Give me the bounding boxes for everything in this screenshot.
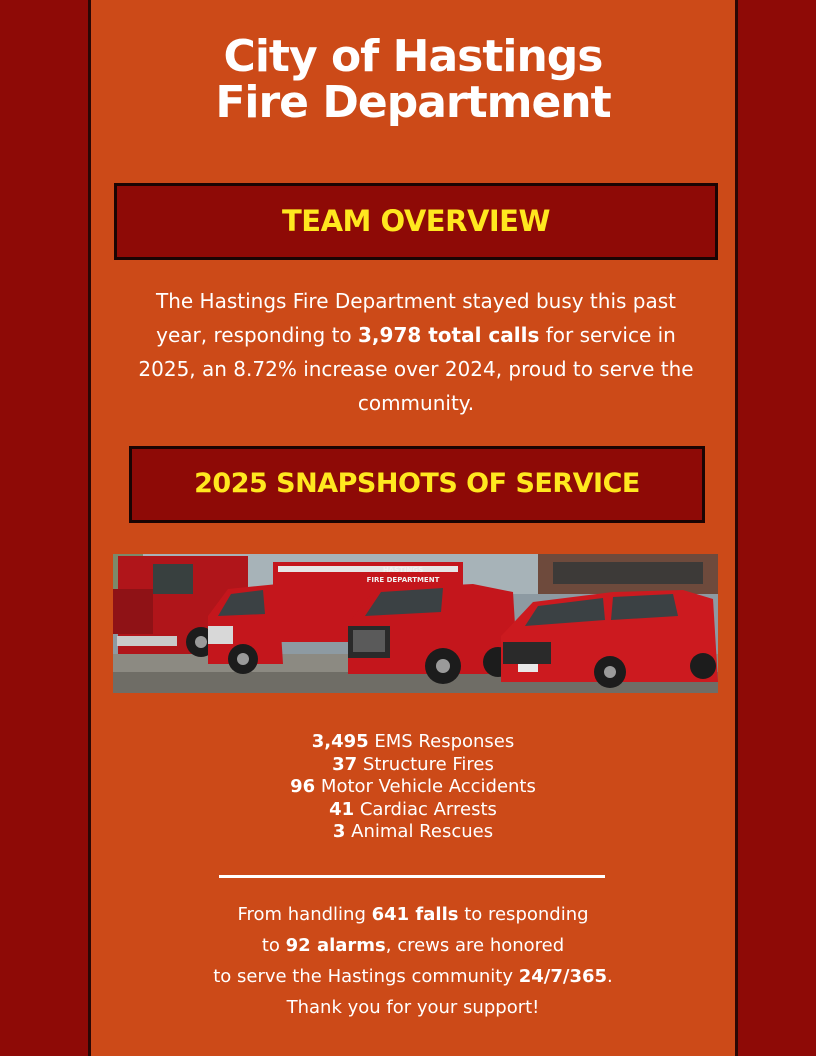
stat-ems xyxy=(91,731,735,754)
closing-line-1 xyxy=(91,899,735,930)
stat-value: 37 xyxy=(332,753,358,775)
intro-text-before: The Hastings Fire Department stayed busy this past year, responding to xyxy=(155,289,676,347)
closing-highlight: 24/7/365 xyxy=(518,966,608,987)
closing-line-2 xyxy=(91,930,735,961)
stat-label: Motor Vehicle Accidents xyxy=(315,776,536,798)
stat-value: 41 xyxy=(329,798,355,820)
closing-message xyxy=(91,899,735,1023)
service-stats-list xyxy=(91,731,735,844)
stat-label: Cardiac Arrests xyxy=(354,798,497,820)
team-overview-text xyxy=(131,284,701,420)
stat-vehicle-accidents xyxy=(91,776,735,799)
stat-label: Animal Rescues xyxy=(345,821,494,843)
closing-text: to serve the Hastings community xyxy=(213,966,519,987)
closing-text: , crews are honored xyxy=(385,935,565,956)
divider-line xyxy=(219,875,605,878)
stat-value: 96 xyxy=(290,776,316,798)
content-panel xyxy=(88,0,738,1056)
stat-value: 3,495 xyxy=(311,731,369,752)
closing-line-4: Thank you for your support! xyxy=(286,997,540,1018)
stat-label: EMS Responses xyxy=(368,731,515,752)
closing-line-3 xyxy=(91,961,735,992)
fire-trucks-photo xyxy=(113,554,718,693)
stat-value: 3 xyxy=(332,821,346,843)
intro-highlight: 3,978 total calls xyxy=(358,323,540,347)
closing-highlight: 641 falls xyxy=(371,904,459,925)
stat-label: Structure Fires xyxy=(357,753,494,775)
snapshots-heading: 2025 SNAPSHOTS OF SERVICE xyxy=(129,446,705,523)
photo-text-fire-department: FIRE DEPARTMENT xyxy=(366,576,440,584)
photo-text-hastings: HASTINGS xyxy=(382,566,424,574)
closing-text: From handling xyxy=(237,904,372,925)
title-line-1: City of Hastings xyxy=(223,31,603,82)
stat-structure-fires xyxy=(91,754,735,777)
closing-text: . xyxy=(607,966,613,987)
closing-highlight: 92 alarms xyxy=(285,935,386,956)
team-overview-heading: TEAM OVERVIEW xyxy=(114,183,718,260)
intro-text-after: for service in 2025, an 8.72% increase over 2024, proud to serve the community. xyxy=(138,323,694,415)
closing-text: to responding xyxy=(458,904,589,925)
closing-text: to xyxy=(261,935,286,956)
title-line-2: Fire Department xyxy=(215,77,611,128)
page-title xyxy=(91,31,735,128)
stat-cardiac-arrests xyxy=(91,799,735,822)
stat-animal-rescues xyxy=(91,821,735,844)
